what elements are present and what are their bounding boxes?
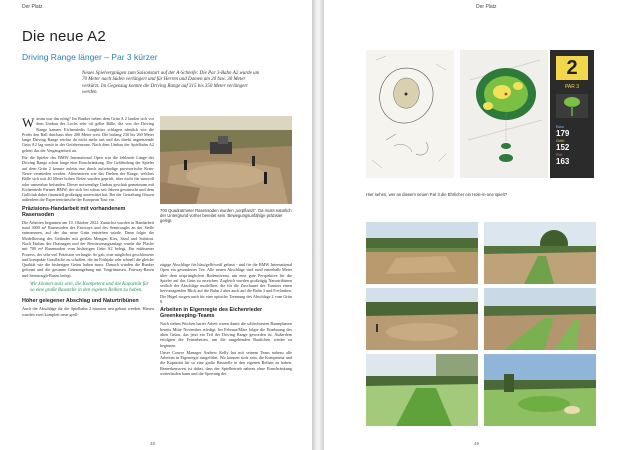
tee-distance: 163 [556,157,570,166]
running-head-left: Der Platz [22,4,43,10]
course-photo-6 [484,354,596,426]
article-title: Die neue A2 [22,28,106,45]
running-head-right: Der Platz [476,4,497,10]
text-column-2 [160,262,292,446]
hole-info-card [550,50,594,178]
mini-map [556,94,588,118]
course-photo-3 [366,288,478,350]
tee-label: Blau [556,124,565,129]
paragraph: Die Arbeiten begannen am 10. Oktober 2022. Zunächst wurden in Handarbeit rund 3000 m² Rasensoden des Fairways und des Semiroughs an der Stelle entnommen, auf der das neue Grün entstehen würde. Dann folgte die Modellierung des Geländes mit großen Mengen Kies, Sand und Substrat. Nach Einbau der Drainagen und der Bewässerungsanlage wurde die Fläche mit 700 m² Rasensoden vom bisherigen Grün A2 belegt. Ein mühsamer Prozess, der sehr viel Präzision verlangte. So gab, eine möglichst geschlossene und kompakte Grasfläche zu schaffen, die im Frühjahr sehr schnell die gleiche Qualität wie die bisherigen Grüns haben muss. Danach wurden die Bunker geformt und die gesamte Grünumgebung mit Vorgrünrasen, Fairway-Rasen und Semirough-Rasen belegt. [22,219,154,278]
tee-distance: 179 [556,129,570,138]
right-page [324,0,636,450]
page-number-right: 49 [474,441,480,446]
section-heading: Arbeiten in Eigenregie des Eichenrieder Greenkeeping-Teams [160,307,263,320]
course-photo-1 [366,222,478,284]
tee-label: Rot [556,152,563,157]
paragraph: zügige Abschläge für blau/gelb/weiß gebaut - und für die BMW International Open ein gesondertes Tee. Alle neuen Abschläge sind rund einenhalb Meter über dem ursprünglichen Bodenniveau, um eine gute Perspektive für die Spieler auf das Grün zu erreichen. Zugleich wurden großzügig Naturtribünen seitlich der Abschläge modelliert, die für die Zuschauer des Turniers einen hervorragenden Blick auf die Bahn 2 aber auch auf die Bahn 3 und 8 erlauben. Die Hügel sorgen auch für eine optische Trennung des Abschlags 2 vom Grün 8. [160,262,292,305]
section-heading: Höher gelegener Abschlag und Naturtribünen [22,298,139,305]
tee-distances [556,124,588,166]
tee-label: Gelb [556,138,565,143]
page-gutter [312,0,324,450]
tee-distance: 152 [556,143,570,152]
course-photo-5 [366,354,478,426]
course-photo-4 [484,288,596,350]
drop-cap: W [22,116,35,130]
top-caption: Hier sehen, wer an diesem neuen Par 3 die Ehrlicher ein Hole-in-one spielt? [366,192,508,197]
paragraph: Auch die Abschläge für die Spielbahn 2 mussten neu gebaut werden. Hierzu wurden zwei komplett neue groß- [22,306,154,317]
article-subtitle: Driving Range länger – Par 3 kürzer [22,52,158,62]
text-column-1 [22,116,154,446]
paragraph: Unser Course Manager Andrew Kelly hat mit seinem Team nahezu alle Arbeiten in Eigenregie ausgeführt. Wir können stolz sein, die Kompetenz und die Kapazität für so eine große Baustelle in den eigenen Reihen zu haben. Bemerkenswert ist dabei, dass der Spielbetrieb nahezu ohne Einschränkung weiterlaufen kann und die Sperrung der [160,349,292,377]
photo-caption: 700 Quadratmeter Rasensoden wurden „verpflanzt". Da muss natürlich der Untergrund vorher bereitet sein. Bewegungsunfähige präzisier gelegt. [160,208,292,224]
left-page [0,0,312,450]
par-label: PAR 3 [564,84,580,90]
construction-photo [160,116,292,204]
article-intro: Neues Spielvergnügen zum Saisonstart auf der A-Schleife: Die Par 3-Bahn A2 wurde um 70 Meter nach Süden verlängert und für Herren und Damen am 20 bzw. 30 Meter verkürzt. Im Gegenzug konnte die Driving Range auf 315 bis 350 Meter verlängert werden. [82,71,260,96]
hole-sketch [366,50,454,178]
paragraph: Nach sieben Wochen harter Arbeit waren damit die schlechtesten Baumphasen bereits Mitte November erledigt. Im Februar/März folgte die Einebnung des alten Grüns, das jetzt ein Teil der Driving Range geworden ist. Außerdem erfolgten die Feinarbeiten, um die umgebenden Baulichen wieder zu beginnen. [160,321,292,348]
page-number-left: 48 [150,441,156,446]
pull-quote: Wir können stolz sein, die Kompetenz und die Kapazität für so eine große Baustelle in den eigenen Reihen zu haben. [30,282,149,294]
paragraph: Für die Spieler des BMW International Open war die fehlende Länge der Driving Range schon lange eine Einschränkung. Die Gefährdung der Spieler auf dem Grün 2 konnte zuletzt nur durch aufwändige provisorische Kran-Netze vermieden werden. Alternativen wie das Drehen der Range, welches Bälle sich mit 40 Meter hohen Netze wurden geprüft, aber nicht für sinnvoll oder umsetzbar befunden. Dieser notwendige Umbau geschah gemeinsam mit Eichenriede Partner BMW, der sich bei schon seit Jahren gewünscht und dem Golfclub dabei finanziell großzügig unterstützt hat. Bei der Gestaltung flössen außerdem die Expertenwünsche der European Tour ein. [22,155,154,203]
course-photo-2 [484,222,596,284]
hole-number: 2 [556,56,588,80]
section-heading: Präzisions-Handarbeit mit vorhandenem Rasensoden [22,205,126,218]
hole-map [460,50,548,178]
paragraph: Warum war das nötig? Im Bunker neben dem Grün A 2 landen sich vor dem Umbau des Lochs sehr oft gelbe Bälle, die von der Driving Range kamen. Eichenriedis Longhitter schlagen nämlich wie die Profis den Ball durchaus über 200 Meter weit. Die bislang 230 bis 260 Meter lange Driving Range reichte da nicht mehr aus und das direkt angrenzende Grün A2 lag somit in der Gefahrenzone. Nach dem Umbau der Spielbahn A2 gehört das der Vergangenheit an. [22,116,154,153]
